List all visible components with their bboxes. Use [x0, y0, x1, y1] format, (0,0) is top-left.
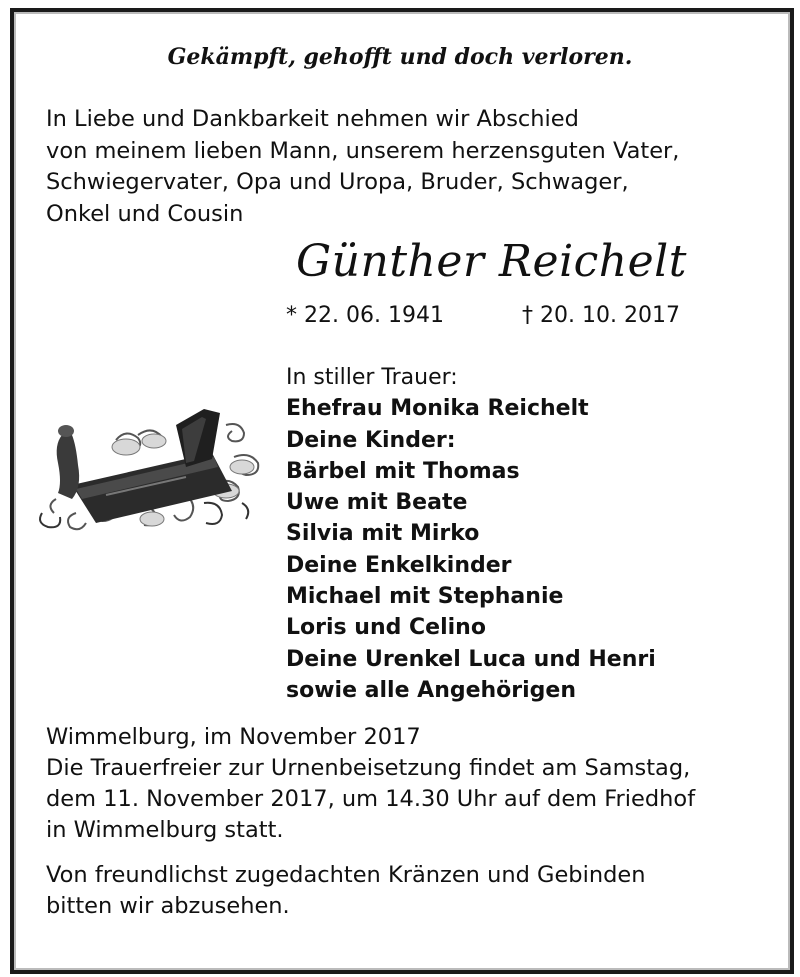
- mourner-line: Bärbel mit Thomas: [286, 458, 520, 484]
- wood-plane-with-shavings-icon: [36, 395, 272, 545]
- mourner-line: Deine Urenkel Luca und Henri: [286, 646, 656, 672]
- mourners-lead: In stiller Trauer:: [286, 365, 458, 390]
- mourner-line: Deine Enkelkinder: [286, 552, 512, 578]
- mourner-line: Silvia mit Mirko: [286, 521, 480, 547]
- motto-heading: Gekämpft, gehofft und doch verloren.: [167, 44, 633, 70]
- intro-text: [46, 104, 679, 230]
- intro-line: von meinem lieben Mann, unserem herzensguten Vater,: [46, 137, 680, 164]
- mourner-line: Ehefrau Monika Reichelt: [286, 396, 589, 422]
- mourner-line: sowie alle Angehörigen: [286, 677, 577, 703]
- death-date: † 20. 10. 2017: [522, 303, 680, 328]
- mourner-line: Uwe mit Beate: [286, 490, 468, 516]
- closing-line: bitten wir abzusehen.: [46, 893, 290, 919]
- mourner-line: Michael mit Stephanie: [286, 584, 564, 610]
- mourners-list: [286, 362, 656, 706]
- intro-line: In Liebe und Dankbarkeit nehmen wir Abschied: [46, 106, 579, 132]
- ceremony-line: dem 11. November 2017, um 14.30 Uhr auf dem Friedhof: [46, 786, 696, 812]
- spacer: [46, 846, 695, 860]
- closing-line: Von freundlichst zugedachten Kränzen und Gebinden: [46, 862, 646, 888]
- ceremony-line: in Wimmelburg statt.: [46, 817, 284, 843]
- birth-date: * 22. 06. 1941: [286, 303, 444, 328]
- closing-text: [46, 722, 695, 922]
- place-date: Wimmelburg, im November 2017: [46, 724, 421, 750]
- deceased-name: Günther Reichelt: [296, 236, 687, 287]
- intro-line: Schwiegervater, Opa und Uropa, Bruder, Schwager,: [46, 169, 629, 195]
- mourner-line: Deine Kinder:: [286, 427, 456, 453]
- intro-line: Onkel und Cousin: [46, 200, 244, 227]
- ceremony-line: Die Trauerfreier zur Urnenbeisetzung findet am Samstag,: [46, 755, 691, 781]
- mourner-line: Loris und Celino: [286, 615, 486, 641]
